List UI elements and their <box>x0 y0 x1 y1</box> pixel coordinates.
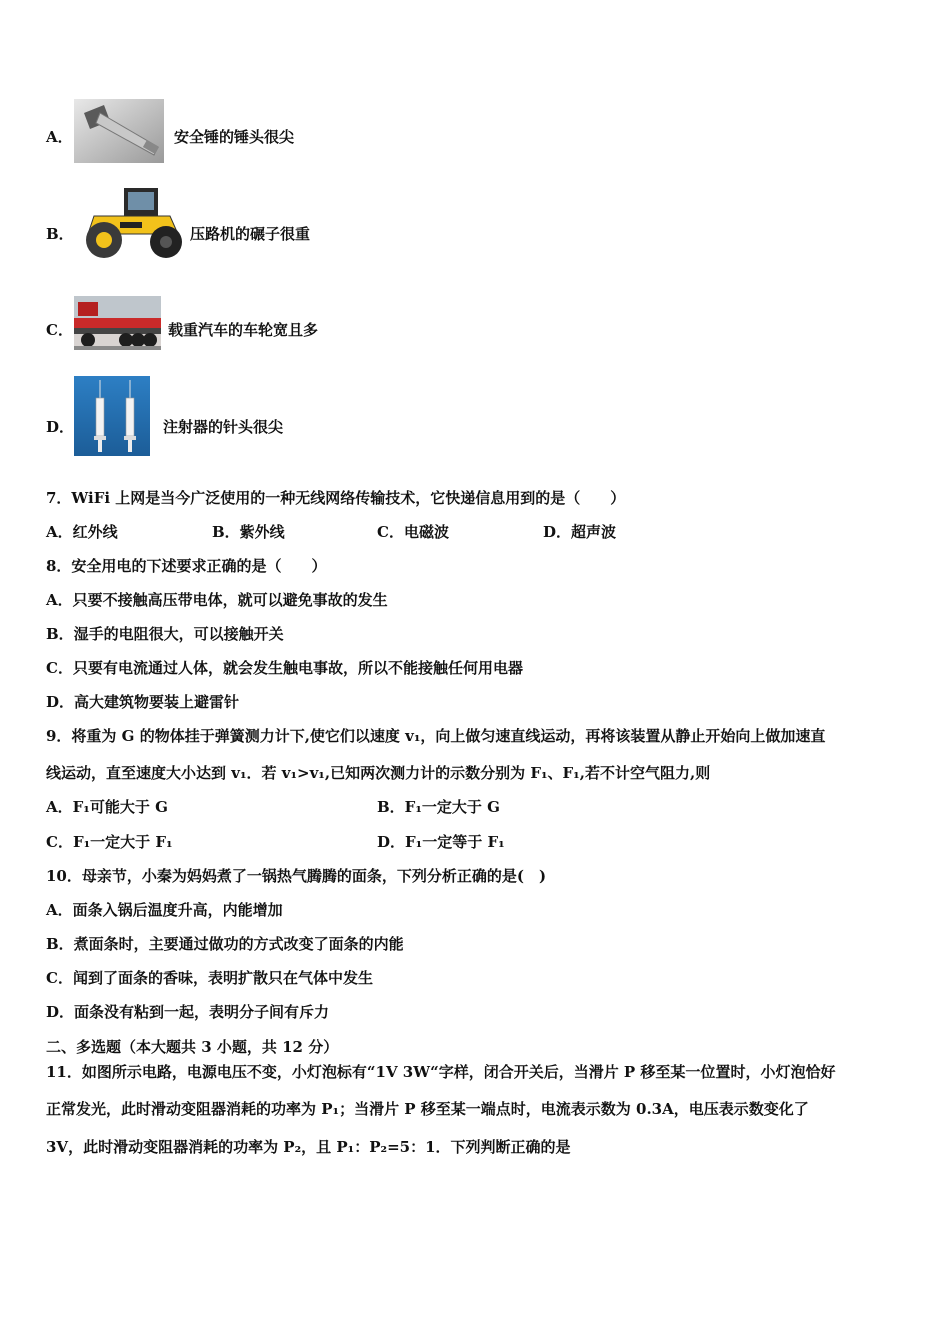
q8-option-c: C．只要有电流通过人体，就会发生触电事故，所以不能接触任何用电器 <box>46 659 523 677</box>
q7-option-c: C．电磁波 <box>377 523 449 541</box>
q10-option-c: C．闻到了面条的香味，表明扩散只在气体中发生 <box>46 969 373 987</box>
q8-option-d: D．高大建筑物要装上避雷针 <box>46 693 240 711</box>
option-c-text: 载重汽车的车轮宽且多 <box>168 321 319 339</box>
q7-option-a: A．红外线 <box>46 523 118 541</box>
option-c-label: C． <box>46 321 73 339</box>
road-roller-photo <box>74 186 190 260</box>
option-a-label: A． <box>46 128 73 146</box>
q11-line1: 11．如图所示电路，电源电压不变，小灯泡标有“1V 3W“字样，闭合开关后，当滑片 P 移至某一位置时，小灯泡恰好 <box>46 1063 836 1081</box>
q9-option-c: C．F₁一定大于 F₁ <box>46 833 173 851</box>
safety-hammer-photo <box>74 99 164 163</box>
option-b-text: 压路机的碾子很重 <box>190 225 311 243</box>
q9-stem-line1: 9．将重为 G 的物体挂于弹簧测力计下,使它们以速度 v₁，向上做匀速直线运动，再将该装置从静止开始向上做加速直 <box>46 727 826 745</box>
syringe-photo <box>74 376 150 456</box>
q9-option-b: B．F₁一定大于 G <box>377 798 500 816</box>
q11-line2: 正常发光，此时滑动变阻器消耗的功率为 P₁；当滑片 P 移至某一端点时，电流表示数为 0.3A，电压表示数变化了 <box>46 1100 809 1118</box>
q7-option-d: D．超声波 <box>543 523 617 541</box>
q9-option-a: A．F₁可能大于 G <box>46 798 168 816</box>
q7-stem: 7．WiFi 上网是当今广泛使用的一种无线网络传输技术，它快递信息用到的是（ ） <box>46 489 626 507</box>
q10-option-b: B．煮面条时，主要通过做功的方式改变了面条的内能 <box>46 935 404 953</box>
option-a-text: 安全锤的锤头很尖 <box>174 128 295 146</box>
q10-option-a: A．面条入锅后温度升高，内能增加 <box>46 901 283 919</box>
q11-line3: 3V，此时滑动变阻器消耗的功率为 P₂，且 P₁：P₂=5：1．下列判断正确的是 <box>46 1138 571 1156</box>
option-b-label: B． <box>46 225 74 243</box>
q10-option-d: D．面条没有粘到一起，表明分子间有斥力 <box>46 1003 330 1021</box>
option-d-label: D． <box>46 418 75 436</box>
q9-stem-line2: 线运动，直至速度大小达到 v₁．若 v₁>v₁,已知两次测力计的示数分别为 F₁、F₁,若不计空气阻力,则 <box>46 764 711 782</box>
q8-option-a: A．只要不接触高压带电体，就可以避免事故的发生 <box>46 591 388 609</box>
q8-stem: 8．安全用电的下述要求正确的是（ ） <box>46 557 327 575</box>
section-heading: 二、多选题（本大题共 3 小题，共 12 分） <box>46 1038 339 1056</box>
heavy-truck-photo <box>74 296 161 350</box>
q10-stem: 10．母亲节，小秦为妈妈煮了一锅热气腾腾的面条，下列分析正确的是( ) <box>46 867 547 885</box>
q7-option-b: B．紫外线 <box>212 523 285 541</box>
q8-option-b: B．湿手的电阻很大，可以接触开关 <box>46 625 284 643</box>
q9-option-d: D．F₁一定等于 F₁ <box>377 833 505 851</box>
option-d-text: 注射器的针头很尖 <box>163 418 284 436</box>
